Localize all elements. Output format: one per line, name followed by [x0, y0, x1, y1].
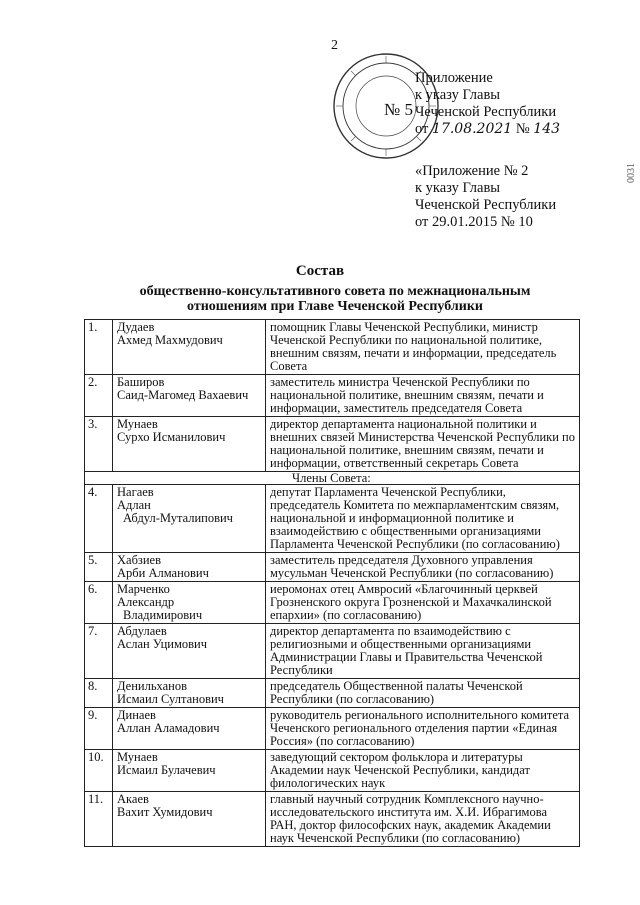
appendix-line-1: Приложение: [415, 70, 493, 86]
member-given-name: Адлан: [117, 498, 151, 512]
member-name: [113, 553, 266, 582]
row-number: 2.: [85, 375, 113, 417]
member-given-name: Арби Алманович: [117, 566, 209, 580]
member-name: [113, 375, 266, 417]
member-name: [113, 320, 266, 375]
member-given-name: Исмаил Булачевич: [117, 763, 216, 777]
member-position: заместитель министра Чеченской Республики по национальной политике, внешним связям, печати и информации, заместитель председателя Совета: [266, 375, 580, 417]
member-position: помощник Главы Чеченской Республики, министр Чеченской Республики по национальной политике, внешним связям, печати и информации, председатель Совета: [266, 320, 580, 375]
member-surname: Баширов: [117, 375, 165, 389]
section-members-label: Члены Совета:: [85, 472, 580, 485]
orig-appendix-line-3: Чеченской Республики: [415, 197, 557, 213]
table-row: [85, 750, 580, 792]
row-number: 3.: [85, 417, 113, 472]
section-header-row: [85, 472, 580, 485]
date-prefix: от: [415, 121, 429, 137]
orig-appendix-line-4: от 29.01.2015 № 10: [415, 214, 533, 230]
row-number: 8.: [85, 679, 113, 708]
table-row: [85, 708, 580, 750]
appendix-line-2: к указу Главы: [415, 87, 501, 103]
subtitle-line-1: общественно-консультативного совета по межнациональным: [139, 284, 531, 299]
member-position: директор департамента национальной политики и внешних связей Министерства Чеченской Республики по национальной политике, внешним связям, печати и информации, ответственный секретарь Совета: [266, 417, 580, 472]
table-row: [85, 792, 580, 847]
orig-appendix-line-2: к указу Главы: [415, 180, 501, 196]
member-given-name: Абдул-Муталипович: [123, 511, 233, 525]
member-given-name: Саид-Магомед Вахаевич: [117, 388, 249, 402]
member-position: председатель Общественной палаты Чеченской Республики (по согласованию): [266, 679, 580, 708]
member-name: [113, 679, 266, 708]
row-number: 1.: [85, 320, 113, 375]
number-sign: №: [515, 121, 530, 137]
member-given-name: Вахит Хумидович: [117, 805, 213, 819]
member-name: [113, 792, 266, 847]
member-given-name: Ахмед Махмудович: [117, 333, 223, 347]
orig-appendix-line-1: «Приложение № 2: [415, 163, 529, 179]
seal-number: № 5: [384, 100, 413, 119]
member-surname: Акаев: [117, 792, 149, 806]
member-name: [113, 624, 266, 679]
subtitle-line-2: отношениям при Главе Чеченской Республики: [187, 299, 483, 314]
member-given-name: Александр: [117, 595, 175, 609]
member-name: [113, 485, 266, 553]
row-number: 5.: [85, 553, 113, 582]
appendix-header: [395, 70, 560, 138]
member-name: [113, 582, 266, 624]
member-surname: Хабзиев: [117, 553, 162, 567]
row-number: 4.: [85, 485, 113, 553]
table-row: [85, 375, 580, 417]
table-row: [85, 679, 580, 708]
member-position: главный научный сотрудник Комплексного научно-исследовательского института им. Х.И. Ибрагимова РАН, доктор философских наук, академик Академии наук Чеченской Республики (по согласованию): [266, 792, 580, 847]
document-title: Состав: [295, 263, 345, 279]
members-table: [84, 319, 580, 847]
member-position: иеромонах отец Амвросий «Благочинный церквей Грозненского округа Грозненской и Махачкалинской епархии» (по согласованию): [266, 582, 580, 624]
member-position: руководитель регионального исполнительного комитета Чеченского регионального отделения партии «Единая Россия» (по согласованию): [266, 708, 580, 750]
table-row: [85, 553, 580, 582]
member-name: [113, 750, 266, 792]
member-surname: Мунаев: [117, 417, 158, 431]
member-position: заместитель председателя Духовного управления мусульман Чеченской Республики (по согласованию): [266, 553, 580, 582]
table-row: [85, 417, 580, 472]
page-number: 2: [331, 38, 338, 53]
member-surname: Абдулаев: [117, 624, 167, 638]
member-surname: Нагаев: [117, 485, 154, 499]
member-given-name: Владимирович: [123, 608, 203, 622]
handwritten-number: 143: [533, 121, 561, 137]
member-surname: Марченко: [117, 582, 170, 596]
row-number: 9.: [85, 708, 113, 750]
table-row: [85, 624, 580, 679]
member-given-name: Аслан Уцимович: [117, 637, 208, 651]
member-surname: Динаев: [117, 708, 156, 722]
appendix-line-4: [395, 121, 560, 138]
member-name: [113, 417, 266, 472]
member-given-name: Исмаил Султанович: [117, 692, 224, 706]
row-number: 7.: [85, 624, 113, 679]
member-surname: Мунаев: [117, 750, 158, 764]
row-number: 6.: [85, 582, 113, 624]
handwritten-date: 17.08.2021: [432, 121, 513, 137]
document-subtitle: [100, 284, 570, 314]
member-position: директор департамента по взаимодействию с религиозными и общественными организациями Администрации Главы и Правительства Чеченской Республики: [266, 624, 580, 679]
original-appendix-reference: [415, 163, 556, 231]
table-row: [85, 485, 580, 553]
member-given-name: Аллан Аламадович: [117, 721, 220, 735]
member-position: депутат Парламента Чеченской Республики, председатель Комитета по межпарламентским связям, национальной и информационной политике и взаимодействию с общественными организациями Парламента Чеченской Республики (по согласованию): [266, 485, 580, 553]
table-row: [85, 320, 580, 375]
member-surname: Денильханов: [117, 679, 188, 693]
table-row: [85, 582, 580, 624]
side-registry-mark: 0031: [626, 163, 637, 183]
member-name: [113, 708, 266, 750]
appendix-line-3: Чеченской Республики: [415, 104, 557, 120]
member-given-name: Сурхо Исманилович: [117, 430, 226, 444]
row-number: 11.: [85, 792, 113, 847]
row-number: 10.: [85, 750, 113, 792]
member-surname: Дудаев: [117, 320, 155, 334]
member-position: заведующий сектором фольклора и литературы Академии наук Чеченской Республики, кандидат филологических наук: [266, 750, 580, 792]
